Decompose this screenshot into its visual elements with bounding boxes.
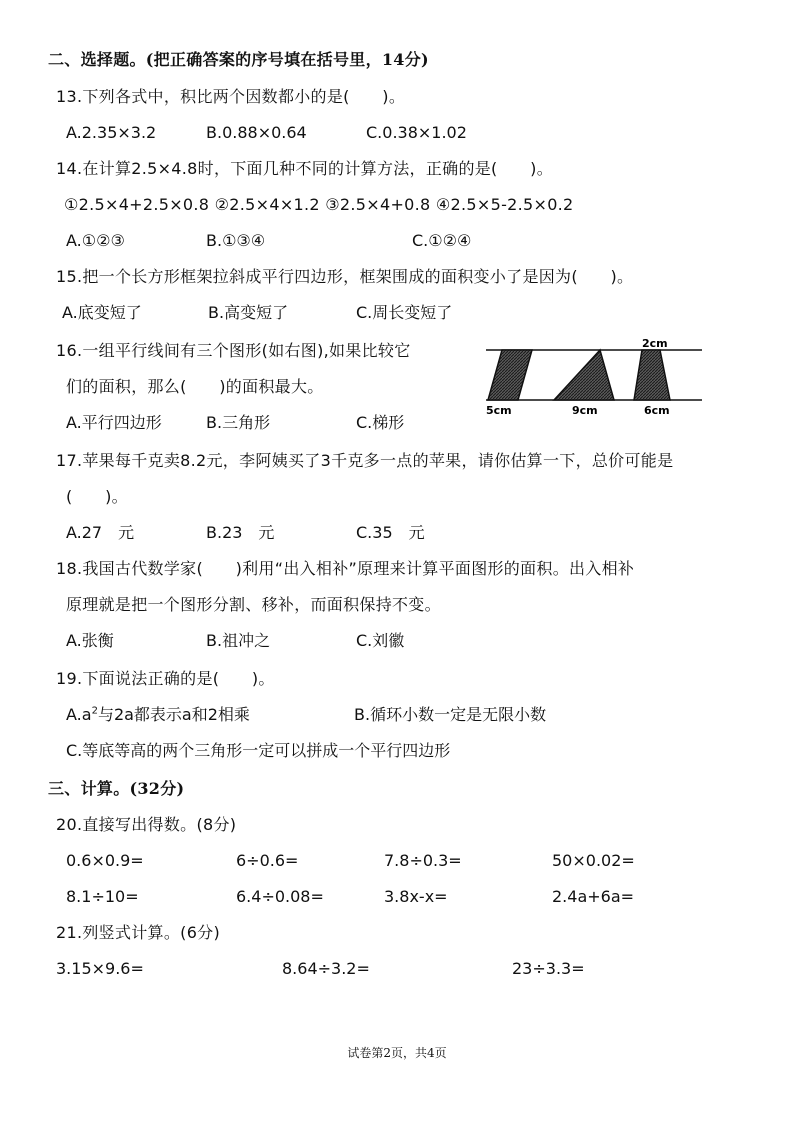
q19-option-a [66, 704, 250, 726]
q14-option-a: A.①②③ [66, 231, 125, 250]
q20-item: 6÷0.6= [236, 851, 299, 870]
q20-item: 7.8÷0.3= [384, 851, 462, 870]
parallelogram-shape [488, 350, 532, 400]
q20-item: 2.4a+6a= [552, 887, 635, 906]
q19-a-suffix: 与2a都表示a和2相乘 [97, 705, 250, 724]
q16-stem-line2: 们的面积，那么( )的面积最大。 [66, 377, 324, 396]
q15-option-b: B.高变短了 [208, 303, 289, 322]
q15-option-c: C.周长变短了 [356, 303, 453, 322]
fig-label-triangle: 9cm [572, 404, 598, 417]
q19-option-c: C.等底等高的两个三角形一定可以拼成一个平行四边形 [66, 741, 451, 760]
trapezoid-shape [634, 350, 670, 400]
fig-top-label: 2cm [642, 337, 668, 350]
q15-option-a: A.底变短了 [62, 303, 142, 322]
q20-item: 50×0.02= [552, 851, 635, 870]
q18-stem-line2: 原理就是把一个图形分割、移补，而面积保持不变。 [66, 595, 441, 614]
q21-item: 8.64÷3.2= [282, 959, 370, 978]
q20-item: 0.6×0.9= [66, 851, 144, 870]
page-footer: 试卷第2页，共4页 [347, 1046, 447, 1060]
q13-stem: 13.下列各式中，积比两个因数都小的是( )。 [56, 87, 406, 106]
q20-stem: 20.直接写出得数。(8分) [56, 815, 237, 834]
q15-stem: 15.把一个长方形框架拉斜成平行四边形，框架围成的面积变小了是因为( )。 [56, 267, 634, 286]
q18-stem-line1: 18.我国古代数学家( )利用“出入相补”原理来计算平面图形的面积。出入相补 [56, 559, 635, 578]
q16-parallel-lines-figure [484, 336, 706, 420]
fig-label-trapezoid: 6cm [644, 404, 670, 417]
q20-item: 8.1÷10= [66, 887, 139, 906]
q21-item: 3.15×9.6= [56, 959, 144, 978]
q18-option-b: B.祖冲之 [206, 631, 271, 650]
q16-option-c: C.梯形 [356, 413, 405, 432]
q18-option-a: A.张衡 [66, 631, 114, 650]
q17-stem-line1: 17.苹果每千克卖8.2元，李阿姨买了3千克多一点的苹果，请你估算一下，总价可能是 [56, 451, 674, 470]
q19-a-prefix: A.a [66, 705, 92, 724]
triangle-shape [554, 350, 614, 400]
q14-stem: 14.在计算2.5×4.8时，下面几种不同的计算方法，正确的是( )。 [56, 159, 554, 178]
q16-stem-line1: 16.一组平行线间有三个图形(如右图),如果比较它 [56, 341, 411, 360]
q20-item: 3.8x-x= [384, 887, 448, 906]
q17-option-c: C.35 元 [356, 523, 425, 542]
q19-option-b: B.循环小数一定是无限小数 [354, 705, 547, 724]
q14-methods: ①2.5×4+2.5×0.8 ②2.5×4×1.2 ③2.5×4+0.8 ④2.5×5-2.5×0.2 [64, 195, 574, 214]
q16-option-a: A.平行四边形 [66, 413, 162, 432]
q20-item: 6.4÷0.08= [236, 887, 324, 906]
section-3-title: 三、计算。(32分) [48, 779, 185, 798]
q21-item: 23÷3.3= [512, 959, 585, 978]
q21-stem: 21.列竖式计算。(6分) [56, 923, 221, 942]
q17-option-b: B.23 元 [206, 523, 275, 542]
q13-option-b: B.0.88×0.64 [206, 123, 307, 142]
section-2-title: 二、选择题。(把正确答案的序号填在括号里，14分) [48, 50, 429, 69]
q14-option-b: B.①③④ [206, 231, 266, 250]
fig-label-parallelogram: 5cm [486, 404, 512, 417]
q13-option-a: A.2.35×3.2 [66, 123, 157, 142]
q16-option-b: B.三角形 [206, 413, 271, 432]
q19-a-exponent: 2 [91, 705, 98, 717]
q17-stem-line2: ( )。 [66, 487, 128, 506]
q13-option-c: C.0.38×1.02 [366, 123, 467, 142]
q19-stem: 19.下面说法正确的是( )。 [56, 669, 275, 688]
q14-option-c: C.①②④ [412, 231, 472, 250]
q18-option-c: C.刘徽 [356, 631, 405, 650]
q17-option-a: A.27 元 [66, 523, 135, 542]
